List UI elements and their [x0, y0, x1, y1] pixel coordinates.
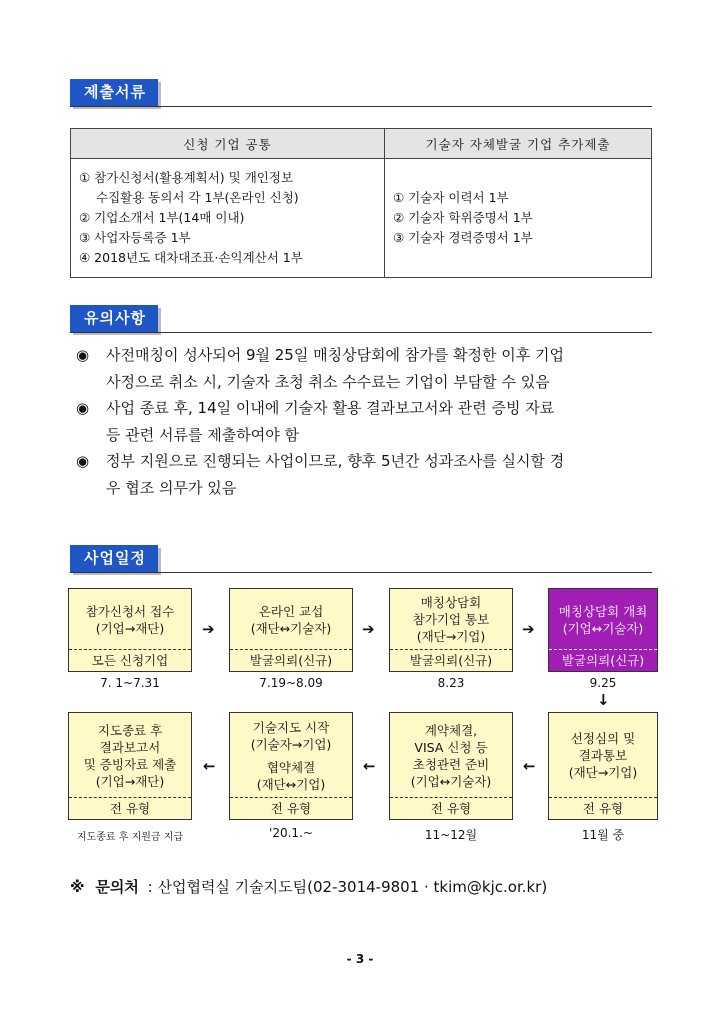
step-target: 전 유형 [69, 797, 191, 819]
schedule-step-5 [548, 712, 658, 820]
step-target: 발굴의뢰(신규) [390, 649, 512, 671]
note-line: 사정으로 취소 시, 기술자 초청 취소 수수료는 기업이 부담할 수 있음 [106, 372, 550, 391]
step-target: 전 유형 [230, 797, 352, 819]
step-text: 및 증빙자료 제출 [83, 756, 177, 772]
doc-item: ③ 기술자 경력증명서 1부 [393, 230, 533, 245]
arrow-right-icon: ➔ [522, 620, 535, 638]
step-text: (재단→기업) [568, 765, 638, 780]
arrow-left-icon: ← [363, 757, 376, 775]
section-rule [70, 572, 652, 573]
step-target: 발굴의뢰(신규) [230, 649, 352, 671]
step-text: 매칭상담회 [420, 595, 482, 610]
documents-table [70, 128, 652, 278]
step-target: 전 유형 [390, 797, 512, 819]
extra-docs-cell [385, 159, 652, 278]
step-text: (기업↔기술자) [562, 620, 644, 636]
step-date: '20.1.~ [269, 826, 313, 840]
step-text: 참가신청서 접수 [85, 603, 175, 619]
step-date: 9.25 [589, 676, 617, 690]
contact-label: 문의처 [95, 878, 139, 896]
schedule-step-4-highlight [548, 588, 658, 672]
step-target: 모든 신청기업 [69, 649, 191, 671]
step-text: (재단↔기술자) [250, 620, 332, 636]
step-text: (기술자→기업) [250, 736, 332, 752]
step-text: 지도종료 후 [97, 722, 163, 738]
doc-item: ④ 2018년도 대차대조표·손익계산서 1부 [79, 250, 303, 265]
notes-list [76, 342, 656, 501]
bullet-icon: ◉ [76, 452, 90, 470]
schedule-step-3 [389, 588, 513, 672]
step-text: (기업→재단) [95, 773, 165, 789]
note-line: 사전매칭이 성사되어 9월 25일 매칭상담회에 참가를 확정한 이후 기업 [106, 346, 565, 364]
reference-mark-icon: ※ [70, 878, 85, 896]
step-text: VISA 신청 등 [414, 739, 488, 755]
step-date: 7. 1~7.31 [100, 676, 160, 690]
contact-text: : 산업협력실 기술지도팀(02-3014-9801 · tkim@kjc.or.kr) [147, 878, 548, 896]
step-text: 협약체결 [266, 759, 316, 775]
step-date: 7.19~8.09 [259, 676, 323, 690]
section-header-schedule: 사업일정 [70, 545, 158, 572]
table-header: 신청 기업 공통 [71, 129, 385, 159]
step-text: 선정심의 및 [570, 731, 636, 746]
arrow-down-icon: ↓ [597, 691, 610, 709]
section-header-notes: 유의사항 [70, 305, 158, 332]
doc-item: ③ 사업자등록증 1부 [79, 230, 191, 245]
step-date: 11~12월 [424, 828, 478, 842]
page-number: - 3 - [346, 952, 374, 966]
doc-item: ② 기업소개서 1부(14매 이내) [79, 210, 245, 225]
doc-item: ① 기술자 이력서 1부 [393, 190, 509, 205]
arrow-left-icon: ← [203, 757, 216, 775]
table-header: 기술자 자체발굴 기업 추가제출 [385, 129, 652, 159]
schedule-step-1 [68, 588, 192, 672]
section-header-docs: 제출서류 [70, 79, 158, 106]
contact-info [70, 876, 547, 897]
step-text: (기업→재단) [95, 620, 165, 636]
step-text: 매칭상담회 개최 [558, 603, 648, 619]
step-date: 8.23 [437, 676, 465, 690]
schedule-step-2 [229, 588, 353, 672]
doc-item: ① 참가신청서(활용계획서) 및 개인정보 [79, 170, 294, 185]
step-text: (재단→기업) [416, 629, 486, 644]
schedule-step-6 [389, 712, 513, 820]
section-rule [70, 106, 652, 107]
step-text: 초청관련 준비 [412, 756, 490, 772]
schedule-step-8 [68, 712, 192, 820]
bullet-icon: ◉ [76, 346, 90, 364]
note-item [76, 342, 656, 395]
step-target: 전 유형 [549, 797, 657, 819]
note-line: 등 관련 서류를 제출하여야 함 [106, 425, 299, 444]
note-item [76, 448, 656, 501]
step-text: 참가기업 통보 [412, 612, 490, 627]
bullet-icon: ◉ [76, 399, 90, 417]
step-target: 발굴의뢰(신규) [549, 649, 657, 671]
step-text: 결과통보 [578, 748, 628, 763]
schedule-step-7 [229, 712, 353, 820]
common-docs-cell [71, 159, 385, 278]
step-date: 11월 중 [581, 828, 625, 842]
step-text: 계약체결, [424, 722, 478, 738]
note-line: 우 협조 의무가 있음 [106, 478, 237, 497]
step-text: 결과보고서 [99, 739, 161, 755]
doc-item: 수집활용 동의서 각 1부(온라인 신청) [96, 190, 299, 205]
note-line: 정부 지원으로 진행되는 사업이므로, 향후 5년간 성과조사를 실시할 경 [106, 452, 565, 470]
note-line: 사업 종료 후, 14일 이내에 기술자 활용 결과보고서와 관련 증빙 자료 [106, 399, 555, 417]
arrow-left-icon: ← [523, 757, 536, 775]
step-text: (기업↔기술자) [410, 773, 492, 789]
note-item [76, 395, 656, 448]
arrow-right-icon: ➔ [202, 620, 215, 638]
doc-item: ② 기술자 학위증명서 1부 [393, 210, 533, 225]
step-text: (재단↔기업) [256, 776, 326, 792]
section-rule [70, 332, 652, 333]
step-text: 기술지도 시작 [252, 719, 330, 735]
step-date: 지도종료 후 지원금 지급 [76, 832, 184, 843]
step-text: 온라인 교섭 [258, 603, 324, 619]
arrow-right-icon: ➔ [362, 620, 375, 638]
